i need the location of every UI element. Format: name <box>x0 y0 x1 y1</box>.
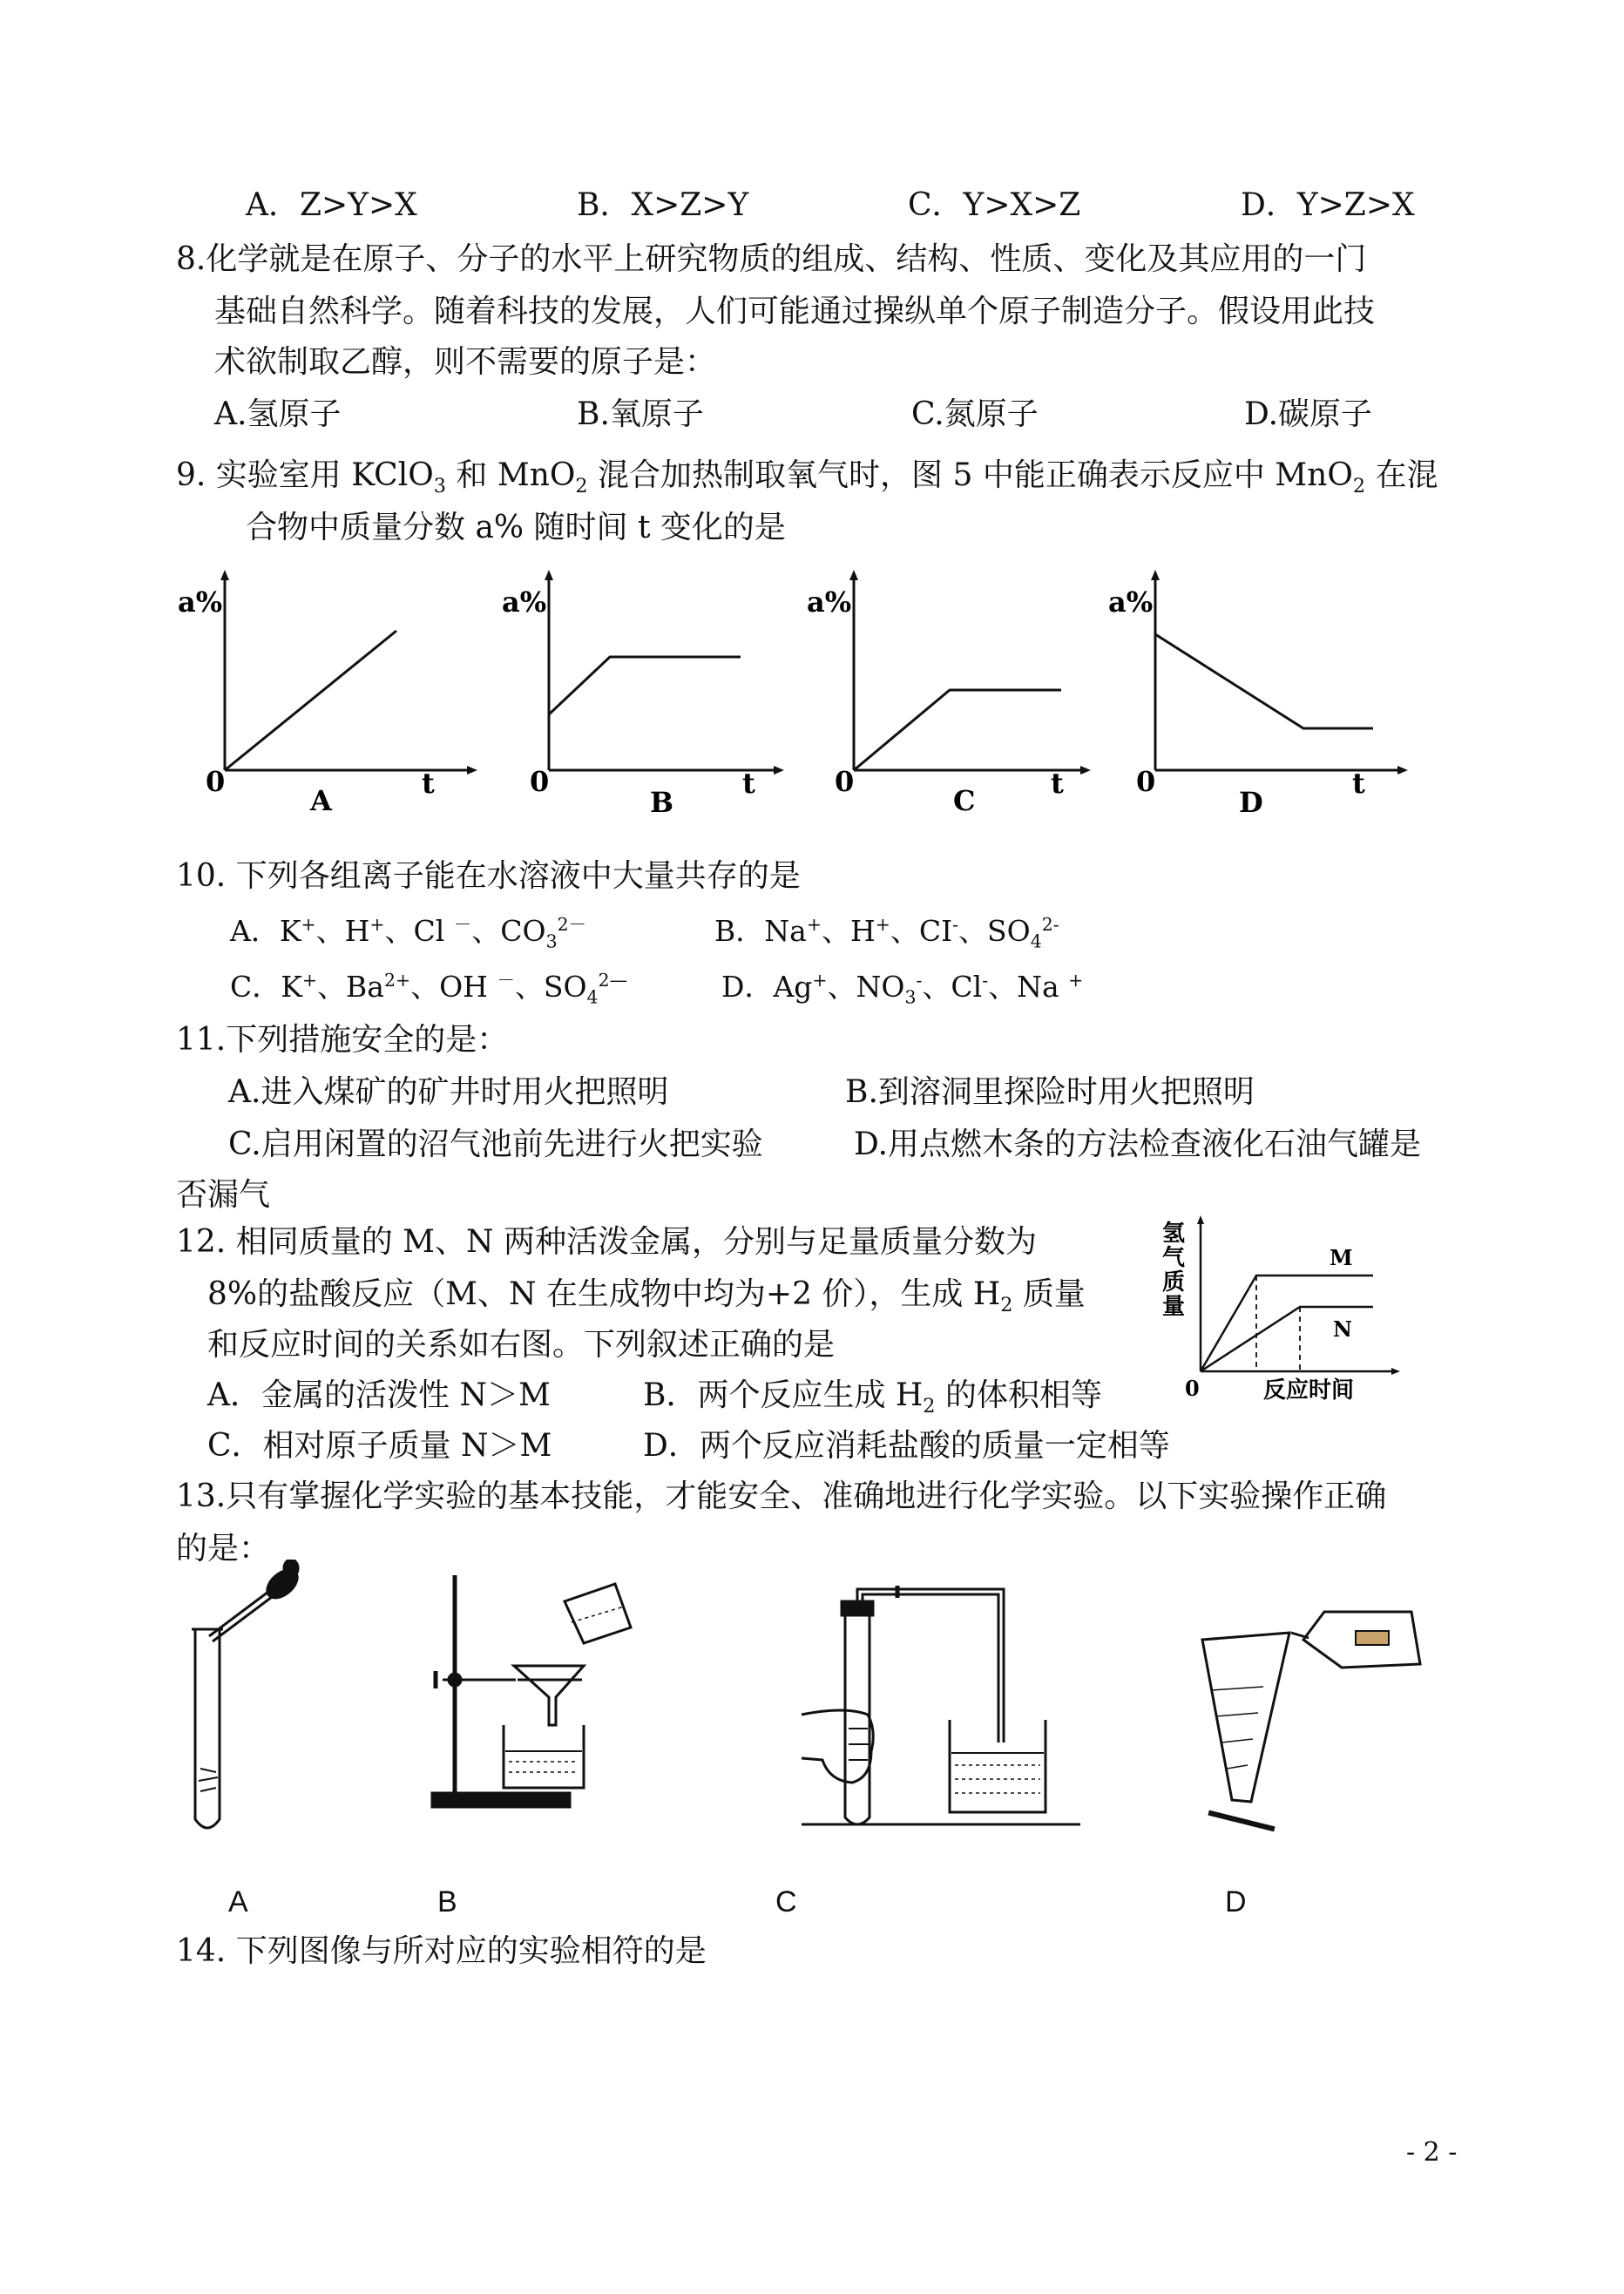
q11-stem: 11.下列措施安全的是： <box>176 1022 509 1058</box>
q8-option-a: A.氢原子 <box>214 396 342 432</box>
q9-graph-b-origin: 0 <box>530 765 550 798</box>
q13-label-d: D <box>1225 1885 1247 1918</box>
q7-option-c: C．Y>X>Z <box>908 187 1081 223</box>
q11-option-d-line1: D.用点燃木条的方法检查液化石油气罐是 <box>854 1127 1422 1162</box>
q12-label-n: N <box>1333 1316 1352 1342</box>
q9-graph-a-xlabel: t <box>422 767 435 800</box>
q13-figure-c-airtightness-test <box>802 1586 1080 1824</box>
q13-label-c: C <box>775 1885 797 1918</box>
q13-label-a: A <box>228 1885 248 1918</box>
q9-graph-d <box>1108 575 1403 819</box>
q12-ylabel-4: 量 <box>1162 1294 1186 1320</box>
q9-graph-b-curve <box>549 657 741 714</box>
q8-stem-line3: 术欲制取乙醇，则不需要的原子是： <box>214 344 717 380</box>
q9-graph-d-curve <box>1155 634 1373 728</box>
q9-graph-b-label: B <box>650 786 674 819</box>
q9-stem-line1: 9. 实验室用 KClO$_3$ 和 MnO$_2$ 混合加热制取氧气时，图 5 中能正确表示反应中 MnO$_2$ 在混 <box>176 457 1438 498</box>
q12-ylabel-2: 气 <box>1162 1245 1186 1271</box>
q8-option-b: B.氧原子 <box>577 396 704 432</box>
q11-option-d-line2: 否漏气 <box>176 1177 271 1213</box>
q9-graph-d-ylabel: a% <box>1108 585 1154 619</box>
q8-stem-line2: 基础自然科学。随着科技的发展，人们可能通过操纵单个原子制造分子。假设用此技 <box>214 294 1376 329</box>
q9-graph-a <box>178 575 472 817</box>
q9-graph-a-curve <box>225 631 396 770</box>
q9-graph-a-label: A <box>310 784 332 817</box>
q9-graph-d-xlabel: t <box>1352 767 1365 800</box>
q12-origin: 0 <box>1185 1376 1200 1401</box>
q8-option-d: D.碳原子 <box>1244 396 1373 432</box>
q12-label-m: M <box>1330 1245 1353 1270</box>
q12-ylabel-1: 氢 <box>1162 1221 1186 1247</box>
q10-option-a: A．K+、H+、Cl －、$CO_3^{2-}$ <box>230 914 587 952</box>
q11-option-a: A.进入煤矿的矿井时用火把照明 <box>228 1074 669 1110</box>
q9-graph-a-ylabel: a% <box>178 585 223 619</box>
q11-option-b: B.到溶洞里探险时用火把照明 <box>845 1074 1255 1110</box>
q9-graph-a-origin: 0 <box>206 765 226 798</box>
q12-option-b: B．两个反应生成 $H_2$ 的体积相等 <box>643 1377 1102 1418</box>
q9-graph-c-ylabel: a% <box>807 585 852 619</box>
q7-option-b: B．X>Z>Y <box>577 187 749 223</box>
q10-option-b: B．Na+、H+、CI-、$SO_4^{2-}$ <box>714 914 1059 952</box>
q12-option-a: A．金属的活泼性 N＞M <box>207 1377 551 1413</box>
q9-graph-c-label: C <box>953 784 976 817</box>
q9-graph-b-xlabel: t <box>742 767 755 800</box>
q12-option-d: D．两个反应消耗盐酸的质量一定相等 <box>643 1428 1170 1464</box>
q13-figure-d-graduated-cylinder <box>1202 1612 1420 1829</box>
q12-ylabel-3: 质 <box>1162 1269 1186 1296</box>
q9-graph-c <box>807 575 1086 817</box>
q12-stem-line2: 8%的盐酸反应（M、N 在生成物中均为+2 价），生成 $H_2$ 质量 <box>207 1276 1086 1317</box>
q13-figure-a-dropper-test-tube <box>192 1560 302 1828</box>
q13-apparatus <box>174 1560 1446 1847</box>
q11-option-c: C.启用闲置的沼气池前先进行火把实验 <box>228 1127 763 1162</box>
q8-option-c: C.氮原子 <box>911 396 1039 432</box>
q9-graph-b <box>502 575 779 819</box>
q10-option-d: D．Ag+、$NO_3^-$、Cl-、Na + <box>721 970 1084 1008</box>
q9-graph-c-xlabel: t <box>1051 767 1064 800</box>
q7-option-a: A．Z>Y>X <box>246 187 417 223</box>
q12-stem-line1: 12. 相同质量的 M、N 两种活泼金属，分别与足量质量分数为 <box>176 1224 1037 1260</box>
q12-xlabel: 反应时间 <box>1263 1377 1355 1404</box>
q7-option-d: D．Y>Z>X <box>1241 187 1415 223</box>
q8-stem-line1: 8.化学就是在原子、分子的水平上研究物质的组成、结构、性质、变化及其应用的一门 <box>176 241 1367 277</box>
q10-stem: 10. 下列各组离子能在水溶液中大量共存的是 <box>176 858 801 894</box>
q9-graph-d-label: D <box>1239 786 1263 819</box>
q14-stem: 14. 下列图像与所对应的实验相符的是 <box>176 1933 707 1969</box>
q9-graph-c-origin: 0 <box>835 765 855 798</box>
q13-figure-b-filtration <box>432 1575 631 1807</box>
q13-stem-line1: 13.只有掌握化学实验的基本技能，才能安全、准确地进行化学实验。以下实验操作正确 <box>176 1479 1387 1514</box>
page-number: - 2 - <box>1406 2137 1458 2168</box>
q12-option-c: C．相对原子质量 N＞M <box>207 1428 552 1464</box>
q13-label-b: B <box>437 1885 457 1918</box>
q9-graphs <box>174 558 1446 828</box>
q9-stem-line2: 合物中质量分数 a% 随时间 t 变化的是 <box>246 510 786 545</box>
q9-graph-b-ylabel: a% <box>502 585 547 619</box>
q12-stem-line3: 和反应时间的关系如右图。下列叙述正确的是 <box>207 1327 836 1363</box>
q9-graph-d-origin: 0 <box>1136 765 1156 798</box>
q12-graph <box>1150 1209 1411 1418</box>
q9-graph-c-curve <box>854 690 1061 770</box>
q10-option-c: C．K+、$Ba^{2+}$、OH －、$SO_4^{2—}$ <box>230 970 628 1008</box>
q13-stem-line2: 的是： <box>176 1531 271 1567</box>
